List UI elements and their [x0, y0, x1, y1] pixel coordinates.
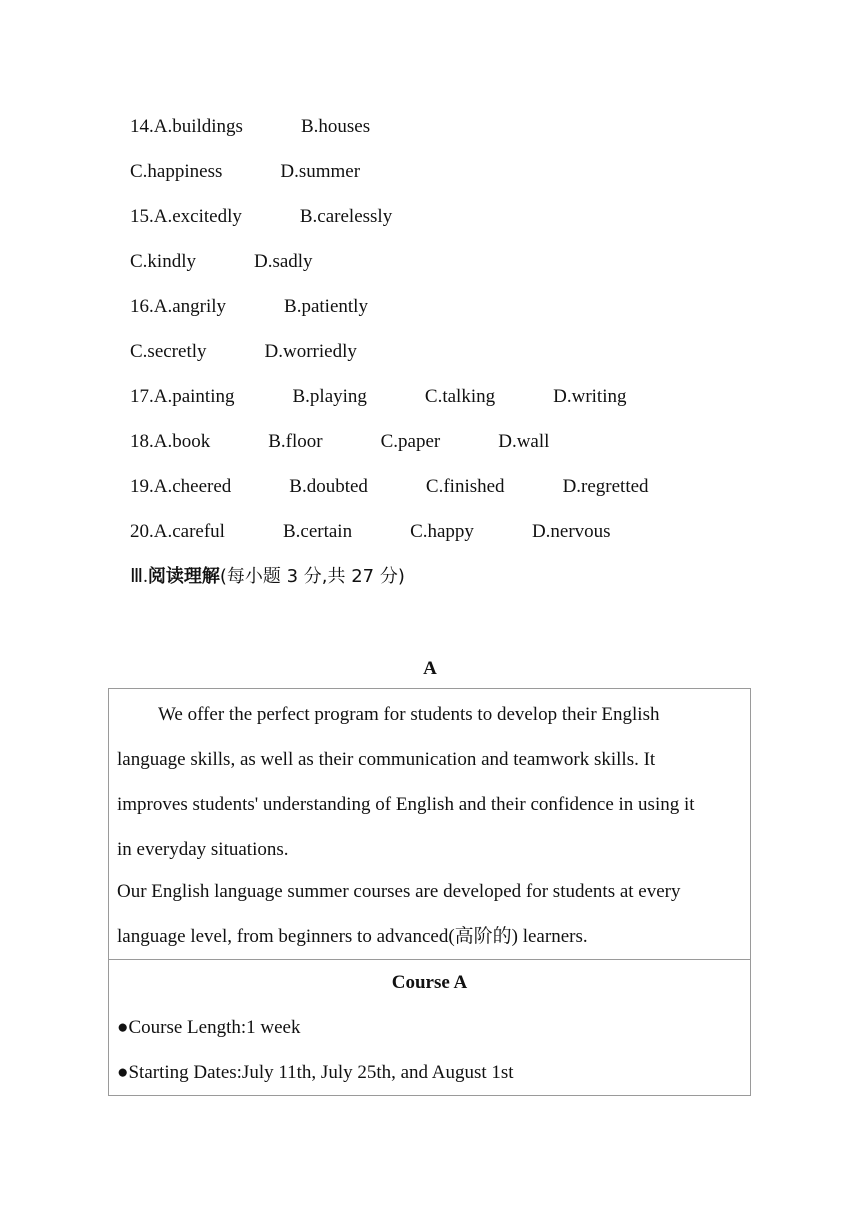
intro-line-6: language level, from beginners to advanced(高阶的) learners.: [117, 926, 588, 947]
option-16-c: C.secretly: [130, 341, 207, 362]
course-row: [109, 960, 751, 1096]
option-19-d: D.regretted: [562, 476, 649, 497]
intro-line-4: in everyday situations.: [117, 839, 289, 860]
option-17-d: D.writing: [553, 386, 627, 407]
question-16-row-2: [130, 337, 357, 367]
option-20-d: D.nervous: [531, 521, 611, 542]
option-19-c: C.finished: [425, 476, 505, 497]
option-18-c: C.paper: [380, 431, 441, 452]
intro-paragraph-1: [117, 692, 742, 872]
section-title: 阅读理解: [147, 566, 220, 587]
passage-table: [108, 688, 751, 1096]
option-18-b: B.floor: [268, 431, 323, 452]
option-15-c: C.kindly: [130, 251, 196, 272]
intro-cell: [109, 689, 751, 960]
question-20-row: [130, 517, 611, 547]
option-18-d: D.wall: [498, 431, 550, 452]
section-note: (每小题 3 分,共 27 分): [219, 566, 405, 587]
intro-line-2: language skills, as well as their communication and teamwork skills. It: [117, 749, 656, 770]
option-16-d: D.worriedly: [264, 341, 357, 362]
option-20-a: 20.A.careful: [130, 521, 225, 542]
question-15-row-1: [130, 202, 392, 232]
option-14-b: B.houses: [300, 116, 371, 137]
option-17-b: B.playing: [292, 386, 367, 407]
option-15-a: 15.A.excitedly: [130, 206, 242, 227]
passage-label: A: [423, 658, 437, 679]
option-14-c: C.happiness: [130, 161, 223, 182]
section-number: Ⅲ.: [130, 566, 148, 587]
course-starting-dates: ●Starting Dates:July 11th, July 25th, and August 1st: [117, 1062, 514, 1083]
option-16-a: 16.A.angrily: [130, 296, 227, 317]
option-18-a: 18.A.book: [130, 431, 211, 452]
question-19-row: [130, 472, 649, 502]
option-16-b: B.patiently: [284, 296, 368, 317]
option-15-b: B.carelessly: [299, 206, 393, 227]
course-title: Course A: [391, 972, 468, 993]
option-20-c: C.happy: [410, 521, 474, 542]
question-15-row-2: [130, 247, 313, 277]
intro-paragraph-2: [117, 869, 742, 959]
question-14-row-1: [130, 112, 370, 142]
intro-line-1: We offer the perfect program for students to develop their English: [158, 704, 660, 725]
course-length: ●Course Length:1 week: [117, 1017, 301, 1038]
section-heading: [130, 562, 405, 592]
course-cell: [109, 960, 751, 1096]
intro-line-5: Our English language summer courses are developed for students at every: [117, 881, 681, 902]
option-14-d: D.summer: [280, 161, 361, 182]
option-20-b: B.certain: [282, 521, 353, 542]
question-16-row-1: [130, 292, 368, 322]
question-18-row: [130, 427, 549, 457]
question-14-row-2: [130, 157, 360, 187]
option-19-b: B.doubted: [289, 476, 368, 497]
option-17-a: 17.A.painting: [130, 386, 235, 407]
question-17-row: [130, 382, 626, 412]
option-17-c: C.talking: [424, 386, 496, 407]
option-14-a: 14.A.buildings: [130, 116, 243, 137]
intro-row: [109, 689, 751, 960]
option-19-a: 19.A.cheered: [130, 476, 232, 497]
option-15-d: D.sadly: [253, 251, 313, 272]
intro-line-3: improves students' understanding of English and their confidence in using it: [117, 794, 695, 815]
